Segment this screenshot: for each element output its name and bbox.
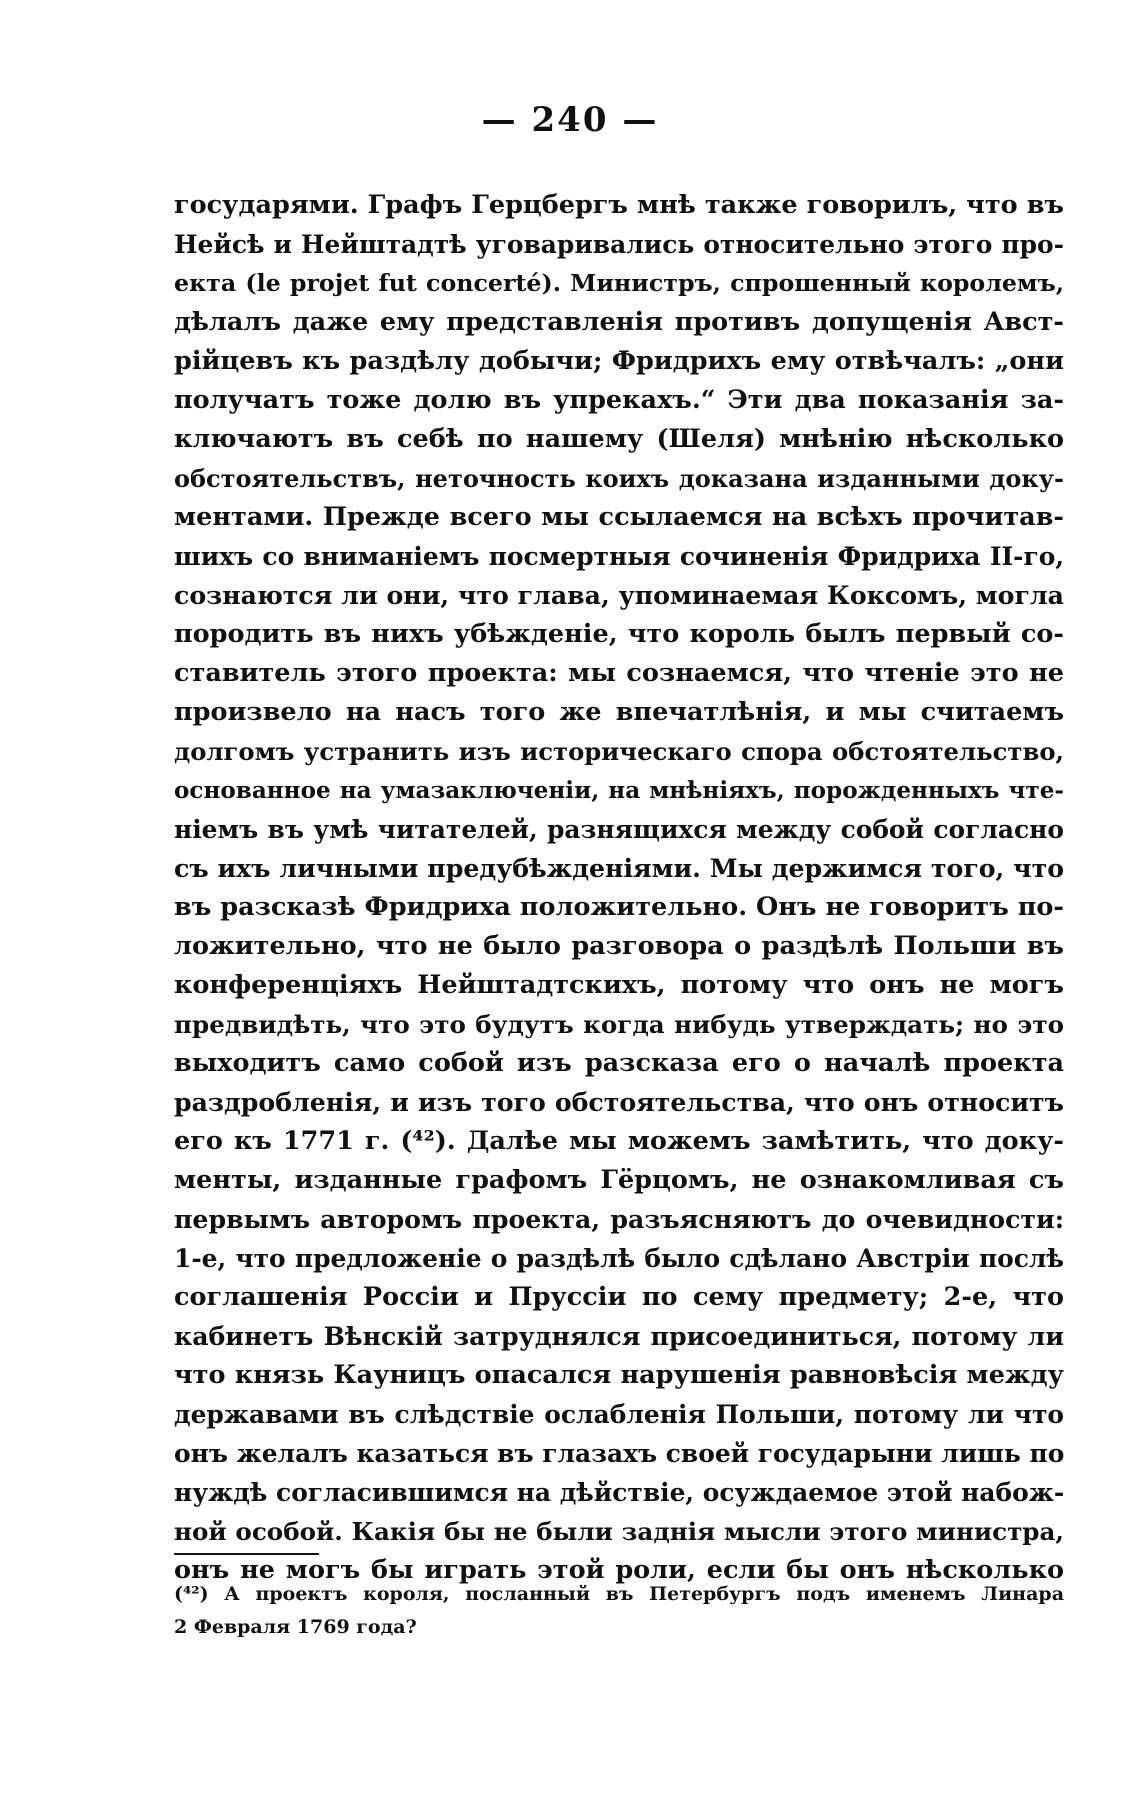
footnote-line: 2 Февраля 1769 года?	[174, 1616, 417, 1638]
text-line: державами въ слѣдствіе ослабленія Польши, потому ли что	[174, 1400, 1064, 1429]
text-line: онъ не могъ бы играть этой роли, если бы онъ нѣсколько	[174, 1555, 1064, 1585]
text-line: ключаютъ въ себѣ по нашему (Шеля) мнѣнію нѣсколько	[174, 424, 1064, 454]
text-line: произвело на насъ того же впечатлѣнія, и мы считаемъ	[174, 697, 1064, 727]
text-line: первымъ авторомъ проекта, разъясняютъ до очевидности:	[174, 1204, 1064, 1234]
footnote-line: (⁴²) А проектъ короля, посланный въ Петербургъ подъ именемъ Линара	[174, 1583, 1064, 1605]
text-line: основанное на умазаключеніи, на мнѣніяхъ, порожденныхъ чте-	[174, 777, 1064, 804]
text-line: ментами. Прежде всего мы ссылаемся на всѣхъ прочитав-	[174, 502, 1064, 532]
text-line: выходитъ само собой изъ разсказа его о началѣ проекта	[174, 1048, 1064, 1078]
text-line: Нейсѣ и Нейштадтѣ уговаривались относительно этого про-	[174, 230, 1064, 259]
text-line: менты, изданные графомъ Гёрцомъ, не ознакомливая съ	[174, 1165, 1064, 1195]
text-line: что князь Кауницъ опасался нарушенія равновѣсія между	[174, 1360, 1064, 1390]
text-line: ложительно, что не было разговора о раздѣлѣ Польши въ	[174, 931, 1064, 961]
text-line: получатъ тоже долю въ упрекахъ.“ Эти два показанія за-	[174, 385, 1064, 415]
page-number: — 240 —	[481, 100, 659, 140]
body-text	[174, 186, 1064, 1590]
text-line: съ ихъ личными предубѣжденіями. Мы держимся того, что	[174, 853, 1064, 883]
text-line: породить въ нихъ убѣжденіе, что король былъ первый со-	[174, 619, 1064, 649]
text-line: раздробленія, и изъ того обстоятельства, что онъ относитъ	[174, 1087, 1064, 1117]
text-line: рійцевъ къ раздѣлу добычи; Фридрихъ ему отвѣчалъ: „они	[174, 346, 1064, 376]
text-line: предвидѣть, что это будутъ когда нибудь утверждать; но это	[174, 1010, 1064, 1039]
text-line: долгомъ устранить изъ историческаго спора обстоятельство,	[174, 737, 1064, 766]
text-line: ставитель этого проекта: мы сознаемся, что чтеніе это не	[174, 658, 1064, 688]
text-line: кабинетъ Вѣнскій затруднялся присоединиться, потому ли	[174, 1321, 1064, 1351]
text-line: шихъ со вниманіемъ посмертныя сочиненія Фридриха II-го,	[174, 542, 1064, 571]
text-line: дѣлалъ даже ему представленія противъ допущенія Авст-	[174, 307, 1064, 337]
footnote-divider	[174, 1553, 319, 1555]
text-line: сознаются ли они, что глава, упоминаемая Коксомъ, могла	[174, 580, 1064, 610]
text-line: нуждѣ согласившимся на дѣйствіе, осуждаемое этой набож-	[174, 1478, 1064, 1507]
text-line: соглашенія Россіи и Пруссіи по сему предмету; 2-е, что	[174, 1282, 1064, 1312]
text-line: 1-е, что предложеніе о раздѣлѣ было сдѣлано Австріи послѣ	[174, 1244, 1064, 1273]
text-line: конференціяхъ Нейштадтскихъ, потому что онъ не могъ	[174, 970, 1064, 1000]
text-line: ной особой. Какія бы не были заднія мысли этого министра,	[174, 1517, 1064, 1546]
text-line: онъ желалъ казаться въ глазахъ своей государыни лишь по	[174, 1439, 1064, 1468]
text-line: екта (le projet fut concerté). Министръ, спрошенный королемъ,	[174, 269, 1064, 297]
footnote	[174, 1578, 1064, 1644]
text-line: обстоятельствъ, неточность коихъ доказана изданными доку-	[174, 464, 1064, 493]
text-line: въ разсказѣ Фридриха положительно. Онъ не говоритъ по-	[174, 892, 1064, 922]
text-line: ніемъ въ умѣ читателей, разнящихся между собой согласно	[174, 815, 1064, 844]
text-line: его къ 1771 г. (⁴²). Далѣе мы можемъ замѣтить, что доку-	[174, 1126, 1064, 1156]
text-line: государями. Графъ Герцбергъ мнѣ также говорилъ, что въ	[174, 190, 1064, 220]
